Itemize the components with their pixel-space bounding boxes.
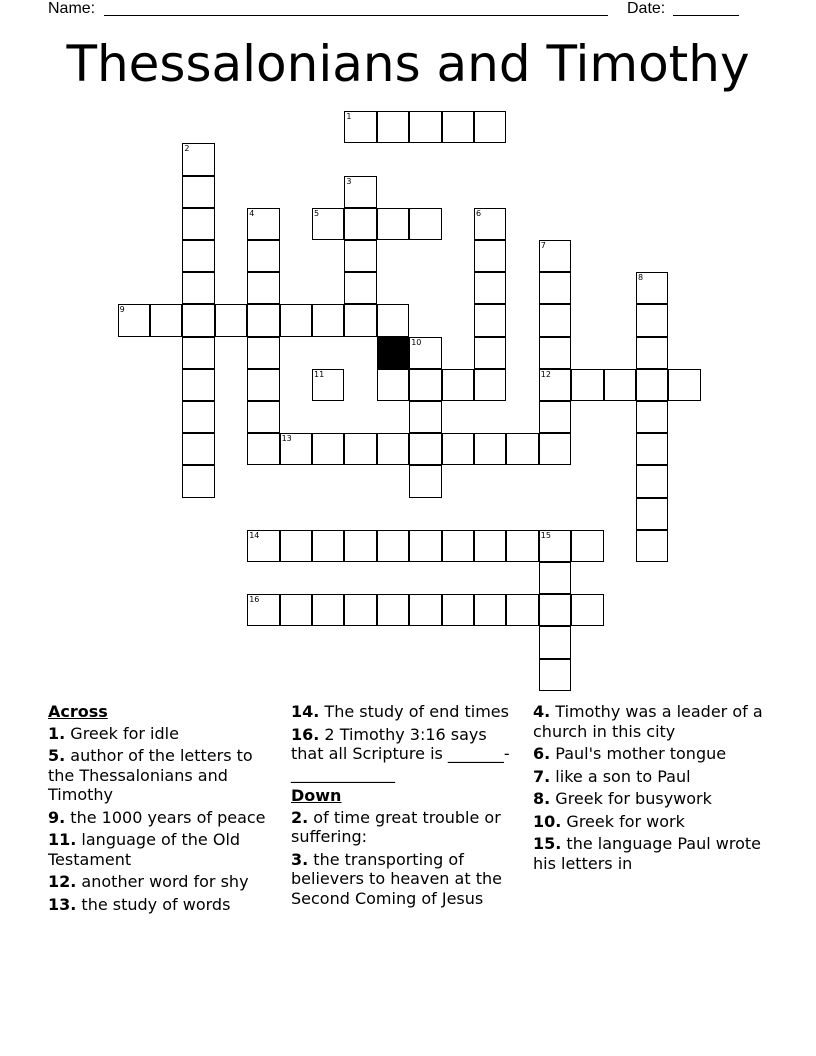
clue-number: 9. — [48, 807, 66, 827]
clue-text: like a son to Paul — [550, 766, 691, 786]
name-label: Name: — [48, 0, 96, 17]
crossword-cell[interactable] — [636, 465, 668, 497]
crossword-cell[interactable] — [312, 304, 344, 336]
clue-number: 2. — [291, 807, 309, 827]
down-clue — [533, 702, 765, 741]
clue-number-label: 9 — [119, 305, 125, 315]
crossword-cell[interactable] — [344, 240, 376, 272]
crossword-cell[interactable] — [539, 240, 571, 272]
crossword-cell[interactable] — [344, 111, 376, 143]
clue-number-label: 3 — [346, 176, 352, 186]
crossword-black-cell — [377, 337, 409, 369]
crossword-cell[interactable] — [344, 176, 376, 208]
crossword-cell[interactable] — [506, 433, 538, 465]
crossword-cell[interactable] — [377, 369, 409, 401]
date-label: Date: — [627, 0, 666, 17]
clue-number-label: 7 — [540, 241, 546, 250]
clue-number: 15. — [533, 834, 562, 853]
down-clue — [291, 850, 523, 909]
clue-number: 16. — [291, 724, 320, 744]
crossword-cell[interactable] — [312, 433, 344, 465]
down-clue — [291, 808, 523, 847]
crossword-cell[interactable] — [182, 240, 214, 272]
crossword-cell[interactable] — [636, 272, 668, 304]
clue-text: Greek for idle — [65, 723, 179, 743]
across-clue — [48, 808, 280, 828]
crossword-cell[interactable] — [312, 530, 344, 562]
crossword-cell[interactable] — [604, 369, 636, 401]
clue-number: 6. — [533, 744, 551, 763]
clue-number-label: 13 — [281, 434, 292, 444]
crossword-cell[interactable] — [280, 594, 312, 626]
crossword-cell[interactable] — [247, 304, 279, 336]
across-clue — [48, 746, 280, 805]
crossword-cell[interactable] — [344, 208, 376, 240]
crossword-cell[interactable] — [215, 304, 247, 336]
crossword-cell[interactable] — [409, 337, 441, 369]
clue-number: 5. — [48, 746, 66, 765]
crossword-cell[interactable] — [539, 369, 571, 401]
clue-text: the study of words — [76, 894, 231, 914]
puzzle-title: Thessalonians and Timothy — [66, 35, 750, 93]
crossword-cell[interactable] — [409, 401, 441, 433]
crossword-cell[interactable] — [474, 530, 506, 562]
crossword-cell[interactable] — [506, 594, 538, 626]
crossword-cell[interactable] — [247, 433, 279, 465]
crossword-cell[interactable] — [539, 659, 571, 691]
crossword-cell[interactable] — [474, 433, 506, 465]
crossword-cell[interactable] — [409, 433, 441, 465]
down-clue — [533, 812, 765, 832]
crossword-cell[interactable] — [247, 530, 279, 562]
clue-text: another word for shy — [76, 872, 249, 891]
crossword-cell[interactable] — [377, 111, 409, 143]
crossword-cell[interactable] — [182, 176, 214, 208]
crossword-cell[interactable] — [474, 111, 506, 143]
crossword-cell[interactable] — [247, 401, 279, 433]
crossword-cell[interactable] — [636, 304, 668, 336]
clue-text: the transporting of believers to heaven at the Second Coming of Jesus — [291, 849, 502, 908]
across-clue — [48, 872, 280, 892]
crossword-cell[interactable] — [474, 369, 506, 401]
crossword-cell[interactable] — [312, 208, 344, 240]
date-field[interactable] — [673, 15, 739, 16]
crossword-cell[interactable] — [344, 304, 376, 336]
crossword-cell[interactable] — [280, 530, 312, 562]
crossword-cell[interactable] — [409, 530, 441, 562]
down-clue — [533, 834, 765, 873]
clue-text: Greek for busywork — [550, 789, 712, 808]
crossword-cell[interactable] — [539, 401, 571, 433]
clue-number: 14. — [291, 702, 320, 721]
across-clue — [48, 724, 280, 744]
clue-number: 4. — [533, 702, 551, 721]
crossword-cell[interactable] — [344, 594, 376, 626]
crossword-cell[interactable] — [636, 530, 668, 562]
crossword-cell[interactable] — [442, 369, 474, 401]
clue-number: 13. — [48, 894, 77, 914]
crossword-cell[interactable] — [571, 369, 603, 401]
crossword-cell[interactable] — [539, 530, 571, 562]
clue-number-label: 16 — [249, 595, 260, 605]
clue-text: The study of end times — [319, 702, 509, 721]
clues-column-1 — [48, 702, 280, 917]
clue-number-label: 2 — [184, 144, 190, 154]
crossword-cell[interactable] — [539, 433, 571, 465]
across-clue — [48, 830, 280, 869]
clue-text: the 1000 years of peace — [65, 807, 266, 827]
crossword-cell[interactable] — [344, 433, 376, 465]
crossword-cell[interactable] — [280, 304, 312, 336]
clue-text: Paul's mother tongue — [550, 744, 727, 763]
down-clue — [533, 744, 765, 764]
crossword-cell[interactable] — [474, 240, 506, 272]
crossword-cell[interactable] — [118, 304, 150, 336]
crossword-cell[interactable] — [474, 594, 506, 626]
clues-column-3 — [533, 702, 765, 876]
crossword-cell[interactable] — [182, 401, 214, 433]
crossword-cell[interactable] — [150, 304, 182, 336]
clue-number: 12. — [48, 872, 77, 891]
clue-text: language of the Old Testament — [48, 830, 241, 869]
crossword-cell[interactable] — [247, 369, 279, 401]
crossword-cell[interactable] — [409, 111, 441, 143]
crossword-cell[interactable] — [442, 433, 474, 465]
crossword-cell[interactable] — [377, 530, 409, 562]
clue-number-label: 4 — [249, 208, 255, 218]
crossword-cell[interactable] — [636, 401, 668, 433]
crossword-cell[interactable] — [247, 594, 279, 626]
crossword-cell[interactable] — [474, 272, 506, 304]
crossword-cell[interactable] — [377, 433, 409, 465]
crossword-cell[interactable] — [182, 337, 214, 369]
crossword-cell[interactable] — [182, 208, 214, 240]
crossword-cell[interactable] — [474, 208, 506, 240]
crossword-cell[interactable] — [442, 594, 474, 626]
crossword-cell[interactable] — [377, 208, 409, 240]
crossword-cell[interactable] — [247, 208, 279, 240]
clue-number-label: 8 — [638, 273, 644, 283]
crossword-cell[interactable] — [506, 530, 538, 562]
crossword-cell[interactable] — [442, 530, 474, 562]
crossword-cell[interactable] — [442, 111, 474, 143]
clue-number: 1. — [48, 723, 66, 743]
clue-number-label: 14 — [249, 530, 260, 540]
across-clue — [291, 702, 523, 722]
crossword-cell[interactable] — [668, 369, 700, 401]
crossword-cell[interactable] — [182, 304, 214, 336]
crossword-cell[interactable] — [539, 562, 571, 594]
across-clue — [48, 895, 280, 915]
crossword-cell[interactable] — [571, 530, 603, 562]
name-field[interactable] — [104, 15, 608, 16]
crossword-cell[interactable] — [312, 369, 344, 401]
clues-column-2 — [291, 702, 523, 911]
clue-text: Timothy was a leader of a church in this city — [533, 702, 763, 741]
crossword-cell[interactable] — [182, 465, 214, 497]
crossword-cell[interactable] — [182, 272, 214, 304]
down-clue — [533, 767, 765, 787]
clue-text: author of the letters to the Thessalonians and Timothy — [48, 746, 253, 804]
down-heading: Down — [291, 786, 342, 805]
crossword-cell[interactable] — [539, 594, 571, 626]
crossword-cell[interactable] — [539, 337, 571, 369]
crossword-cell[interactable] — [344, 272, 376, 304]
crossword-cell[interactable] — [312, 594, 344, 626]
clue-number: 8. — [533, 789, 551, 808]
crossword-cell[interactable] — [636, 433, 668, 465]
crossword-cell[interactable] — [182, 369, 214, 401]
clue-number-label: 6 — [476, 208, 482, 218]
clue-number: 10. — [533, 811, 562, 831]
crossword-cell[interactable] — [280, 433, 312, 465]
clue-text: Greek for work — [561, 811, 685, 831]
clue-text: of time great trouble or suffering: — [291, 807, 501, 846]
crossword-cell[interactable] — [409, 369, 441, 401]
clue-number: 3. — [291, 849, 309, 869]
clue-number-label: 10 — [411, 337, 422, 347]
crossword-cell[interactable] — [409, 594, 441, 626]
clue-text: the language Paul wrote his letters in — [533, 834, 761, 873]
crossword-cell[interactable] — [247, 240, 279, 272]
clue-number-label: 11 — [314, 369, 325, 379]
crossword-cell[interactable] — [344, 530, 376, 562]
clue-number: 7. — [533, 766, 551, 786]
crossword-cell[interactable] — [571, 594, 603, 626]
crossword-cell[interactable] — [474, 304, 506, 336]
clue-number: 11. — [48, 830, 77, 849]
crossword-cell[interactable] — [636, 369, 668, 401]
down-clue — [533, 789, 765, 809]
crossword-cell[interactable] — [474, 337, 506, 369]
across-clue — [291, 725, 523, 784]
crossword-cell[interactable] — [377, 304, 409, 336]
crossword-cell[interactable] — [636, 498, 668, 530]
crossword-cell[interactable] — [247, 337, 279, 369]
crossword-cell[interactable] — [182, 143, 214, 175]
crossword-cell[interactable] — [539, 304, 571, 336]
clue-number-label: 15 — [540, 530, 551, 540]
crossword-cell[interactable] — [409, 465, 441, 497]
crossword-cell[interactable] — [539, 626, 571, 658]
clue-number-label: 1 — [346, 112, 352, 122]
crossword-cell[interactable] — [377, 594, 409, 626]
across-heading: Across — [48, 702, 108, 721]
clue-text: 2 Timothy 3:16 says that all Scripture is _______-_____________ — [291, 724, 510, 783]
crossword-cell[interactable] — [247, 272, 279, 304]
clue-number-label: 12 — [540, 369, 551, 379]
crossword-cell[interactable] — [539, 272, 571, 304]
clue-number-label: 5 — [314, 208, 320, 218]
crossword-cell[interactable] — [409, 208, 441, 240]
crossword-cell[interactable] — [636, 337, 668, 369]
crossword-cell[interactable] — [182, 433, 214, 465]
